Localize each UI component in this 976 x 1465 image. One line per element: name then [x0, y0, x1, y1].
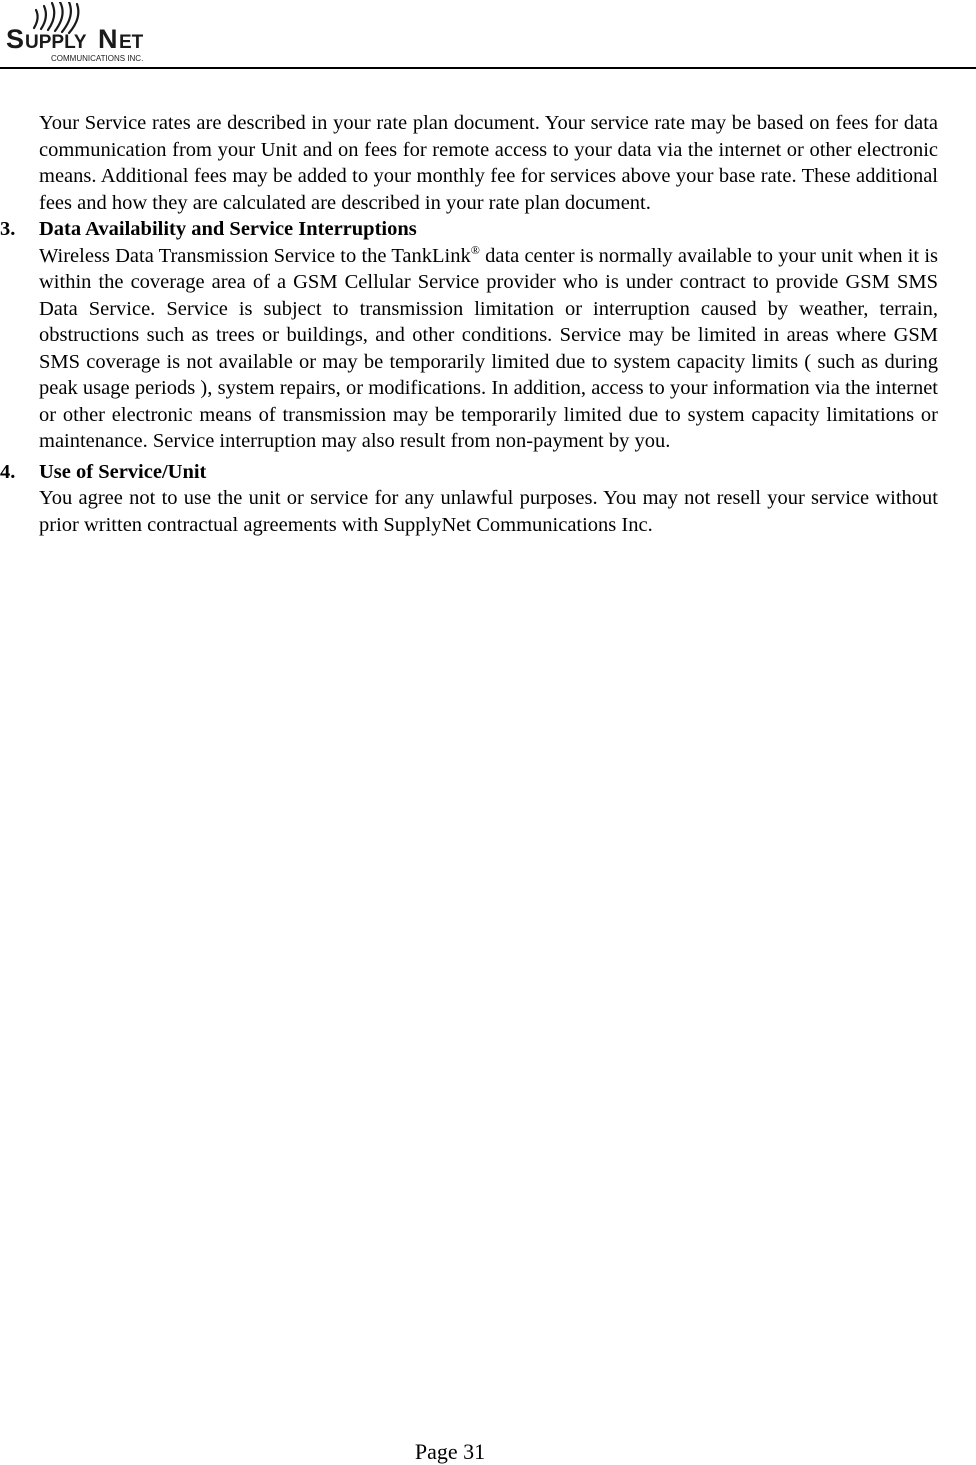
header-divider	[0, 67, 976, 69]
logo-word-upply: UPPLY	[25, 32, 87, 53]
page-header	[0, 0, 976, 70]
logo-letter-s: S	[6, 24, 25, 54]
section-title: Use of Service/Unit	[39, 460, 207, 483]
section-number: 3.	[0, 218, 16, 240]
document-body	[0, 110, 976, 538]
page-number: Page 31	[414, 1439, 486, 1464]
section-3-paragraph	[39, 243, 938, 455]
section-number: 4.	[0, 460, 16, 483]
signal-waves-icon	[4, 2, 164, 64]
logo-word-et: ET	[119, 32, 144, 53]
section-3-text-rest: data center is normally available to your unit when it is within the coverage area of a GSM Cellular Service provider who is under contract to provide GSM SMS Data Service. Service is subject to transmission limitation or interruption caused by weather, terrain, obstructions such as trees or buildings, and other conditions. Service may be limited in areas where GSM SMS coverage is not available or may be temporarily limited due to system capacity limits ( such as during peak usage periods ), system repairs, or modifications. In addition, access to your information via the internet or other electronic means of transmission may be temporarily limited due to system capacity limitations or maintenance. Service interruption may also result from non-payment by you.	[39, 244, 938, 452]
section-title: Data Availability and Service Interruptions	[39, 218, 417, 240]
logo-tagline: COMMUNICATIONS INC.	[51, 54, 144, 63]
supplynet-logo	[4, 2, 164, 64]
registered-mark: ®	[470, 242, 480, 257]
logo-letter-n: N	[98, 24, 118, 54]
section-heading-3	[0, 216, 976, 243]
section-4-paragraph: You agree not to use the unit or service for any unlawful purposes. You may not resell your service without prior written contractual agreements with SupplyNet Communications Inc.	[39, 487, 938, 536]
section-heading-4	[0, 459, 976, 486]
section-3-text-start: Wireless Data Transmission Service to the TankLink	[39, 244, 471, 267]
intro-paragraph: Your Service rates are described in your rate plan document. Your service rate may be based on fees for data communication from your Unit and on fees for remote access to your data via the internet or other electronic means. Additional fees may be added to your monthly fee for services above your base rate. These additional fees and how they are calculated are described in your rate plan document.	[39, 112, 938, 214]
